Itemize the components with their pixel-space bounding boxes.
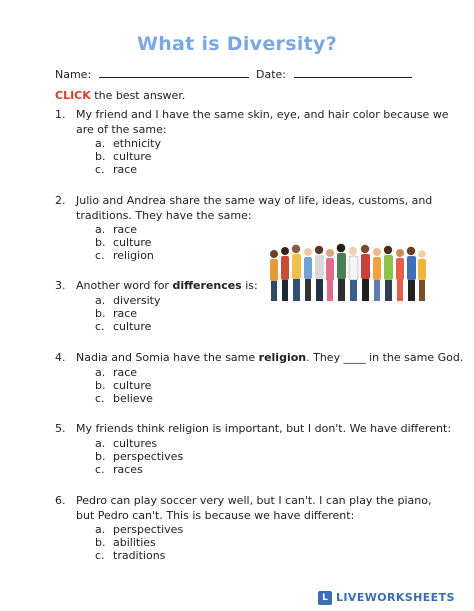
question-number: 4. xyxy=(55,351,66,364)
instruction-text: the best answer. xyxy=(90,89,186,102)
question-text-pre: Nadia and Somia have the same xyxy=(76,351,259,364)
person-figure xyxy=(315,246,324,301)
person-figure xyxy=(407,247,416,301)
person-figure xyxy=(361,245,370,301)
q3-option-a[interactable] xyxy=(95,294,160,308)
question-text-line: My friend and I have the same skin, eye, and hair color because we xyxy=(76,108,449,121)
person-figure xyxy=(396,249,404,301)
option-letter: a. xyxy=(95,223,106,236)
date-label: Date: xyxy=(256,68,286,81)
q1-option-b[interactable] xyxy=(95,150,151,164)
option-text: believe xyxy=(113,392,153,405)
q4-option-c[interactable] xyxy=(95,392,153,406)
name-label: Name: xyxy=(55,68,92,81)
q3-option-c[interactable] xyxy=(95,320,151,334)
question-number: 5. xyxy=(55,422,66,435)
question-text-pre: Another word for xyxy=(76,279,173,292)
question-text-line: but Pedro can't. This is because we have different: xyxy=(76,508,355,522)
question-3 xyxy=(55,279,285,294)
option-text: culture xyxy=(113,236,152,249)
option-text: culture xyxy=(113,379,152,392)
option-text: abilities xyxy=(113,536,156,549)
option-letter: a. xyxy=(95,366,106,379)
option-text: perspectives xyxy=(113,450,184,463)
option-letter: a. xyxy=(95,523,106,536)
question-text-line: traditions. They have the same: xyxy=(76,208,252,222)
option-text: race xyxy=(113,163,138,176)
person-figure xyxy=(384,246,393,301)
q6-option-c[interactable] xyxy=(95,549,165,563)
question-1 xyxy=(55,108,455,138)
option-text: race xyxy=(113,307,138,320)
option-letter: c. xyxy=(95,392,105,405)
option-letter: a. xyxy=(95,437,106,450)
date-row xyxy=(256,66,412,82)
person-figure xyxy=(304,248,312,301)
question-number: 1. xyxy=(55,108,66,121)
q2-option-b[interactable] xyxy=(95,236,151,250)
question-keyword: differences xyxy=(172,279,242,292)
option-letter: b. xyxy=(95,307,106,320)
option-text: religion xyxy=(113,249,154,262)
option-letter: b. xyxy=(95,150,106,163)
person-figure xyxy=(373,248,381,301)
question-number: 6. xyxy=(55,494,66,507)
option-letter: b. xyxy=(95,236,106,249)
option-text: perspectives xyxy=(113,523,184,536)
option-text: race xyxy=(113,223,138,236)
option-text: traditions xyxy=(113,549,166,562)
question-text-line: Pedro can play soccer very well, but I can't. I can play the piano, xyxy=(76,494,432,507)
question-5 xyxy=(55,422,455,437)
question-4 xyxy=(55,351,464,366)
name-row xyxy=(55,66,249,82)
option-letter: b. xyxy=(95,450,106,463)
liveworksheets-logo xyxy=(318,590,472,606)
person-figure xyxy=(418,250,426,301)
question-text-post: is: xyxy=(241,279,258,292)
option-letter: b. xyxy=(95,536,106,549)
option-text: race xyxy=(113,366,138,379)
name-field[interactable] xyxy=(99,66,249,78)
question-text-line xyxy=(76,279,258,294)
option-text: cultures xyxy=(113,437,158,450)
option-letter: c. xyxy=(95,320,105,333)
q1-option-a[interactable] xyxy=(95,137,161,151)
question-text-line: Julio and Andrea share the same way of life, ideas, customs, and xyxy=(76,194,433,207)
q5-option-c[interactable] xyxy=(95,463,143,477)
option-letter: c. xyxy=(95,549,105,562)
question-2 xyxy=(55,194,455,224)
q4-option-a[interactable] xyxy=(95,366,137,380)
question-keyword: religion xyxy=(258,351,307,364)
option-text: culture xyxy=(113,150,152,163)
option-letter: c. xyxy=(95,249,105,262)
person-figure xyxy=(326,249,334,301)
question-6 xyxy=(55,494,455,524)
question-number: 3. xyxy=(55,279,66,292)
question-number: 2. xyxy=(55,194,66,207)
q1-option-c[interactable] xyxy=(95,163,137,177)
person-figure xyxy=(349,247,358,301)
option-letter: a. xyxy=(95,294,106,307)
instruction-click-word: CLICK xyxy=(55,89,91,102)
q6-option-b[interactable] xyxy=(95,536,156,550)
option-text: diversity xyxy=(113,294,161,307)
q3-option-b[interactable] xyxy=(95,307,137,321)
person-figure xyxy=(337,244,346,301)
question-text-line: My friends think religion is important, but I don't. We have different: xyxy=(76,422,452,435)
option-letter: c. xyxy=(95,163,105,176)
question-text-line xyxy=(76,351,463,366)
date-field[interactable] xyxy=(294,66,412,78)
option-letter: a. xyxy=(95,137,106,150)
worksheet-title: What is Diversity? xyxy=(136,33,338,55)
logo-brand-text: LIVEWORKSHEETS xyxy=(336,591,455,604)
person-figure xyxy=(292,245,301,301)
question-text-line: are of the same: xyxy=(76,122,167,136)
q4-option-b[interactable] xyxy=(95,379,151,393)
option-text: races xyxy=(113,463,143,476)
option-letter: c. xyxy=(95,463,105,476)
option-text: culture xyxy=(113,320,152,333)
logo-icon: L xyxy=(318,591,332,605)
diverse-people-illustration xyxy=(268,242,428,304)
q2-option-a[interactable] xyxy=(95,223,137,237)
q5-option-b[interactable] xyxy=(95,450,183,464)
option-letter: b. xyxy=(95,379,106,392)
q2-option-c[interactable] xyxy=(95,249,154,263)
instruction xyxy=(55,89,185,103)
q5-option-a[interactable] xyxy=(95,437,157,451)
q6-option-a[interactable] xyxy=(95,523,183,537)
option-text: ethnicity xyxy=(113,137,162,150)
question-text-post: . They ____ in the same God. xyxy=(306,351,464,364)
